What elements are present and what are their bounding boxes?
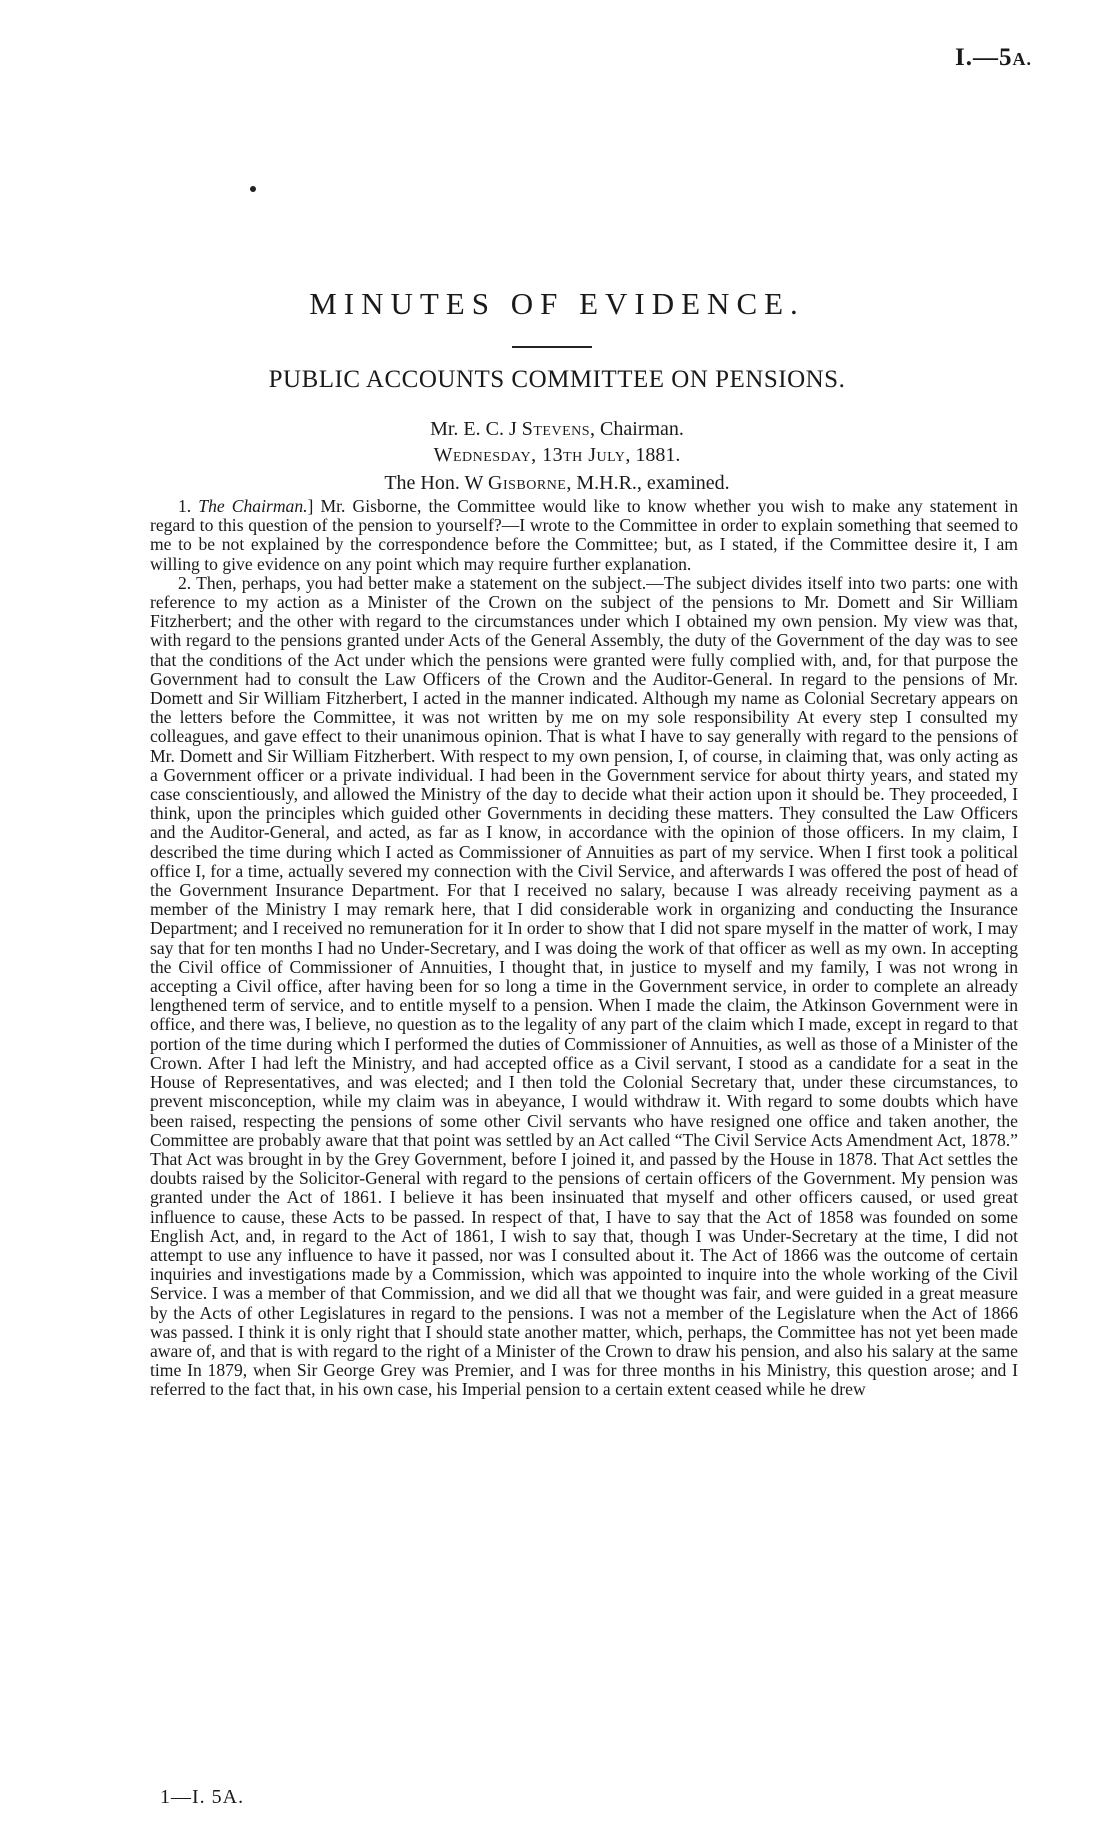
reference-suffix: A.	[1012, 49, 1032, 69]
document-title: MINUTES OF EVIDENCE.	[309, 286, 805, 321]
witness-line	[0, 472, 1114, 495]
paragraph-1	[150, 497, 1018, 574]
evidence-body	[150, 497, 1018, 1400]
title-rule	[512, 346, 592, 348]
question-number-1: 1.	[178, 496, 192, 516]
chairman-line	[0, 418, 1114, 441]
date-weekday: Wednesday, 13th July	[433, 444, 626, 466]
date-year: , 1881.	[625, 444, 681, 466]
document-reference	[955, 44, 1032, 72]
reference-main: I.—5	[955, 44, 1013, 71]
witness-prefix: The Hon. W	[384, 472, 484, 494]
footer-signature: 1—I. 5A.	[160, 1786, 245, 1808]
paragraph-1-text: ] Mr. Gisborne, the Committee would like to know whether you wish to make any statement in regard to this question of the pension to yourself?—I wrote to the Committee in order to explain something that seemed to me to be not explained by the correspondence before the Committee; but, as I stated, if the Committee desire it, I am willing to give evidence on any point which may require further explanation.	[150, 496, 1018, 574]
paragraph-2: 2. Then, perhaps, you had better make a statement on the subject.—The subject divides itself into two parts: one with reference to my action as a Minister of the Crown on the subject of the pensions to Mr. Domett and Sir William Fitzherbert; and the other with regard to the circumstances under which I obtained my own pension. My view was that, with regard to the pensions granted under Acts of the General Assembly, the duty of the Government of the day was to see that the conditions of the Act under which the pensions were granted were fully complied with, and, for that purpose the Government had to consult the Law Officers of the Crown and the Auditor-General. In regard to the pensions of Mr. Domett and Sir William Fitzherbert, I acted in the manner indicated. Although my name as Colonial Secretary appears on the letters before the Committee, it was not written by me on my sole responsibility At every step I consulted my colleagues, and gave effect to their unanimous opinion. That is what I have to say generally with regard to the pensions of Mr. Domett and Sir William Fitzherbert. With respect to my own pension, I, of course, in claiming that, was only acting as a Government officer or a private individual. I had been in the Government service for about thirty years, and stated my case conscientiously, and allowed the Ministry of the day to decide what their action upon it should be. They proceeded, I think, upon the principles which guided other Governments in deciding these matters. They consulted the Law Officers and the Auditor-General, and acted, as far as I know, in accordance with the opinion of those officers. In my claim, I described the time during which I acted as Commissioner of Annuities as part of my service. When I first took a political office I, for a time, actually severed my connection with the Civil Service, and afterwards I was offered the post of head of the Government Insurance Department. For that I received no salary, because I was already receiving payment as a member of the Ministry I may remark here, that I did considerable work in organizing and conducting the Insurance Department; and I received no remuneration for it In order to show that I did not spare myself in the matter of work, I may say that for ten months I had no Under-Secretary, and I was doing the work of that officer as well as my own. In accepting the Civil office of Commissioner of Annuities, I thought that, in justice to myself and my family, I was not wrong in accepting a Civil office, after having been for so long a time in the Government service, in order to complete an already lengthened term of service, and to entitle myself to a pension. When I made the claim, the Atkinson Government were in office, and there was, I believe, no question as to the legality of any part of the claim which I made, except in regard to that portion of the time during which I performed the duties of Commissioner of Annuities, as well as those of a Minister of the Crown. After I had left the Ministry, and had accepted office as a Civil servant, I stood as a candidate for a seat in the House of Representatives, and was elected; and I then told the Colonial Secretary that, under these circumstances, to prevent misconception, while my claim was in abeyance, I would withdraw it. With regard to some doubts which have been raised, respecting the pensions of some other Civil servants who have resigned one office and taken another, the Committee are probably aware that that point was settled by an Act called “The Civil Service Acts Amendment Act, 1878.” That Act was brought in by the Grey Government, before I joined it, and passed by the House in 1878. That Act settles the doubts raised by the Solicitor-General with regard to the pensions of certain officers of the Government. My pension was granted under the Act of 1861. I believe it has been insinuated that myself and other officers caused, or used great influence to cause, these Acts to be passed. In respect of that, I have to say that the Act of 1858 was founded on some English Act, and, in regard to the Act of 1861, I wish to say that, though I was Under-Secretary at the time, I did not attempt to use any influence to have it passed, nor was I consulted about it. The Act of 1866 was the outcome of certain inquiries and investigations made by a Commission, which was appointed to inquire into the whole working of the Civil Service. I was a member of that Commission, and we did all that we thought was fair, and were guided in a great measure by the Acts of other Legislatures in regard to the pensions. I was not a member of the Legislature when the Act of 1866 was passed. I think it is only right that I should state another matter, which, perhaps, the Committee has not yet been made aware of, and that is with regard to the right of a Minister of the Crown to draw his pension, and also his salary at the same time In 1879, when Sir George Grey was Premier, and I was for three months in his Ministry, this question arose; and I referred to the fact that, in his own case, his Imperial pension to a certain extent ceased while he drew	[150, 572, 1018, 1400]
witness-suffix: , M.H.R., examined.	[566, 472, 730, 494]
witness-name: Gisborne	[488, 472, 567, 494]
document-subtitle: PUBLIC ACCOUNTS COMMITTEE ON PENSIONS.	[268, 366, 846, 393]
chairman-role: , Chairman.	[590, 418, 684, 440]
chairman-name: Stevens	[521, 418, 591, 440]
date-line	[0, 444, 1114, 467]
speaker-label: The Chairman.	[198, 496, 308, 516]
ink-dot	[250, 186, 256, 192]
chairman-prefix: Mr. E. C. J	[430, 418, 517, 440]
